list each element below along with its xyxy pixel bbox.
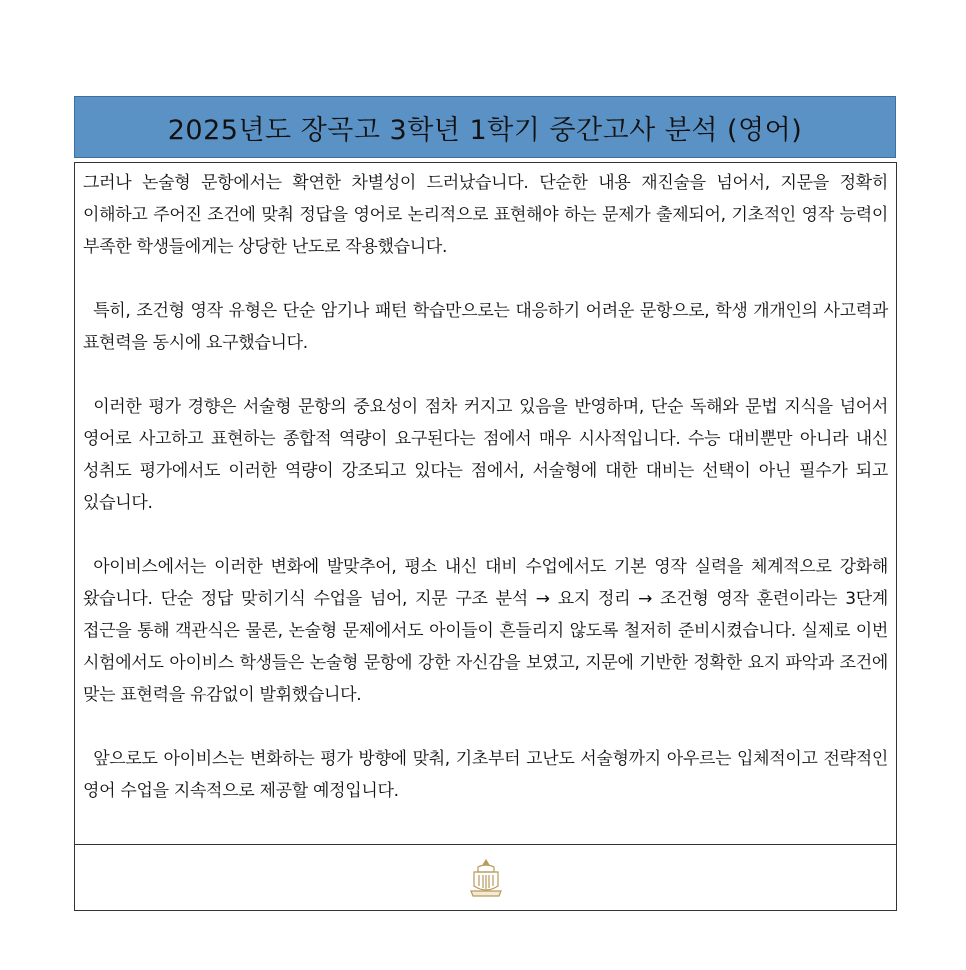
page-title: 2025년도 장곡고 3학년 1학기 중간고사 분석 (영어)	[167, 114, 803, 146]
paragraph-5: 앞으로도 아이비스는 변화하는 평가 방향에 맞춰, 기초부터 고난도 서술형까지 아우르는 입체적이고 전략적인 영어 수업을 지속적으로 제공할 예정입니다.	[83, 749, 888, 801]
content-box	[74, 162, 897, 911]
paragraph-2: 특히, 조건형 영작 유형은 단순 암기나 패턴 학습만으로는 대응하기 어려운 문항으로, 학생 개개인의 사고력과 표현력을 동시에 요구했습니다.	[83, 301, 888, 353]
paragraph-1: 그러나 논술형 문항에서는 확연한 차별성이 드러났습니다. 단순한 내용 재진술을 넘어서, 지문을 정확히 이해하고 주어진 조건에 맞춰 정답을 영어로 논리적으로 표현해야 하는 문제가 출제되어, 기초적인 영작 능력이 부족한 학생들에게는 상당한 난도로 작용했습니다.	[83, 173, 888, 257]
paragraph-4: 아이비스에서는 이러한 변화에 발맞추어, 평소 내신 대비 수업에서도 기본 영작 실력을 체계적으로 강화해 왔습니다. 단순 정답 맞히기식 수업을 넘어, 지문 구조 분석 → 요지 정리 → 조건형 영작 훈련이라는 3단계 접근을 통해 객관식은 물론, 논술형 문제에서도 아이들이 흔들리지 않도록 철저히 준비시켰습니다. 실제로 이번 시험에서도 아이비스 학생들은 논술형 문항에 강한 자신감을 보였고, 지문에 기반한 정확한 요지 파악과 조건에 맞는 표현력을 유감없이 발휘했습니다.	[83, 557, 888, 705]
academy-crest-icon	[468, 858, 504, 898]
paragraph-3: 이러한 평가 경향은 서술형 문항의 중요성이 점차 커지고 있음을 반영하며, 단순 독해와 문법 지식을 넘어서 영어로 사고하고 표현하는 종합적 역량이 요구된다는 점에서 매우 시사적입니다. 수능 대비뿐만 아니라 내신 성취도 평가에서도 이러한 역량이 강조되고 있다는 점에서, 서술형에 대한 대비는 선택이 아닌 필수가 되고 있습니다.	[83, 397, 888, 513]
footer	[75, 845, 896, 910]
title-bar	[74, 96, 896, 158]
article-body	[75, 163, 896, 845]
